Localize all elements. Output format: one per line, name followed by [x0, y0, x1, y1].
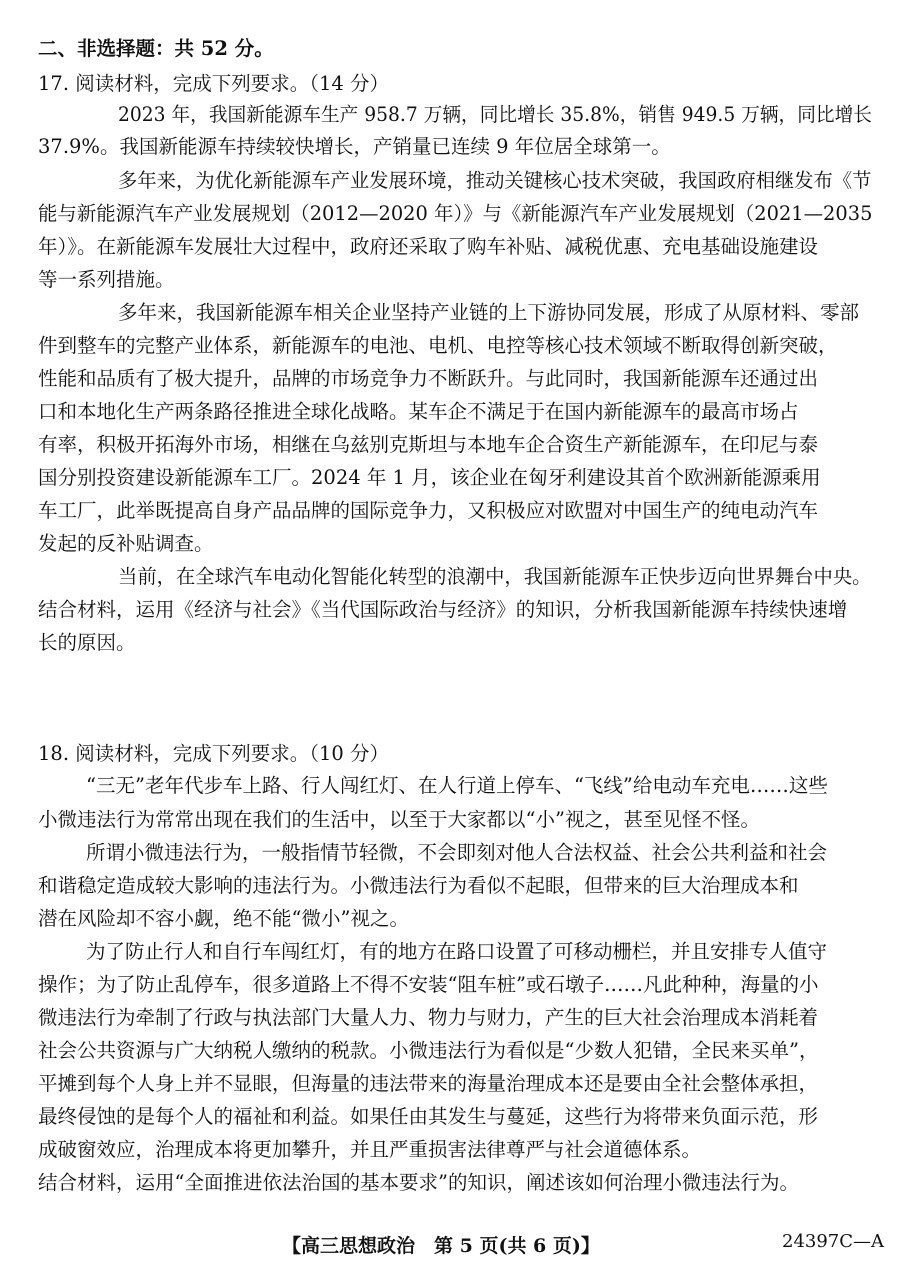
q18-line: 微违法行为牵制了行政与执法部门大量人力、物力与财力，产生的巨大社会治理成本消耗着 [38, 1006, 819, 1029]
q18-line: 为了防止行人和自行车闯红灯，有的地方在路口设置了可移动栅栏，并且安排专人值守 [86, 940, 828, 963]
q17-line: 件到整车的完整产业体系，新能源车的电池、电机、电控等核心技术领域不断取得创新突破， [38, 334, 838, 357]
q17-line: 能与新能源汽车产业发展规划（2012—2020 年）》与《新能源汽车产业发展规划（2021—2035 [38, 202, 873, 225]
q17-line: 发起的反补贴调查。 [38, 532, 214, 555]
q18-line: “三无”老年代步车上路、行人闯红灯、在人行道上停车、“飞线”给电动车充电……这些 [86, 774, 828, 797]
q18-line: 社会公共资源与广大纳税人缴纳的税款。小微违法行为看似是“少数人犯错，全民来买单”， [38, 1039, 819, 1062]
q18-title: 18. 阅读材料，完成下列要求。（10 分） [38, 742, 389, 765]
q18-line: 小微违法行为常常出现在我们的生活中，以至于大家都以“小”视之，甚至见怪不怪。 [38, 808, 760, 831]
q17-line: 当前，在全球汽车电动化智能化转型的浪潮中，我国新能源车正快步迈向世界舞台中央。 [118, 565, 872, 588]
q17-line: 有率，积极开拓海外市场，相继在乌兹别克斯坦与本地车企合资生产新能源车，在印尼与泰 [38, 433, 819, 456]
q17-line: 多年来，为优化新能源车产业发展环境，推动关键核心技术突破，我国政府相继发布《节 [118, 169, 872, 192]
q18-line: 和谐稳定造成较大影响的违法行为。小微违法行为看似不起眼，但带来的巨大治理成本和 [38, 874, 799, 897]
q17-line: 性能和品质有了极大提升，品牌的市场竞争力不断跃升。与此同时，我国新能源车还通过出 [38, 367, 819, 390]
q17-title: 17. 阅读材料，完成下列要求。（14 分） [38, 72, 389, 95]
footer-exam-code: 24397C—A [782, 1231, 885, 1252]
q17-line: 2023 年，我国新能源车生产 958.7 万辆，同比增长 35.8%，销售 949.5 万辆，同比增长 [118, 103, 872, 126]
q18-question: 结合材料，运用“全面推进依法治国的基本要求”的知识，阐述该如何治理小微违法行为。 [38, 1171, 799, 1194]
q17-question: 长的原因。 [38, 631, 136, 654]
q17-line: 等一系列措施。 [38, 268, 175, 291]
q18-line: 潜在风险却不容小觑，绝不能“微小”视之。 [38, 907, 409, 930]
q17-line: 口和本地化生产两条路径推进全球化战略。某车企不满足于在国内新能源车的最高市场占 [38, 400, 799, 423]
q17-line: 国分别投资建设新能源车工厂。2024 年 1 月，该企业在匈牙利建设其首个欧洲新能源乘用 [38, 466, 821, 489]
q18-line: 平摊到每个人身上并不显眼，但海量的违法带来的海量治理成本还是要由全社会整体承担， [38, 1072, 819, 1095]
q17-question: 结合材料，运用《经济与社会》《当代国际政治与经济》的知识，分析我国新能源车持续快速增 [38, 598, 848, 621]
q18-line: 操作；为了防止乱停车，很多道路上不得不安装“阻车桩”或石墩子……凡此种种，海量的小 [38, 973, 819, 996]
q18-line: 最终侵蚀的是每个人的福祉和利益。如果任由其发生与蔓延，这些行为将带来负面示范，形 [38, 1105, 819, 1128]
q17-line: 年）》。在新能源车发展壮大过程中，政府还采取了购车补贴、减税优惠、充电基础设施建设 [38, 235, 819, 258]
q18-line: 所谓小微违法行为，一般指情节轻微，不会即刻对他人合法权益、社会公共利益和社会 [86, 841, 828, 864]
q18-line: 成破窗效应，治理成本将更加攀升，并且严重损害法律尊严与社会道德体系。 [38, 1138, 702, 1161]
footer-page-title: 【高三思想政治 第 5 页(共 6 页)】 [282, 1235, 600, 1257]
q17-line: 车工厂，此举既提高自身产品品牌的国际竞争力，又积极应对欧盟对中国生产的纯电动汽车 [38, 499, 819, 522]
section-header: 二、非选择题：共 52 分。 [38, 37, 274, 60]
q17-line: 多年来，我国新能源车相关企业坚持产业链的上下游协同发展，形成了从原材料、零部 [118, 301, 860, 324]
q17-line: 37.9%。我国新能源车持续较快增长，产销量已连续 9 年位居全球第一。 [38, 135, 671, 158]
